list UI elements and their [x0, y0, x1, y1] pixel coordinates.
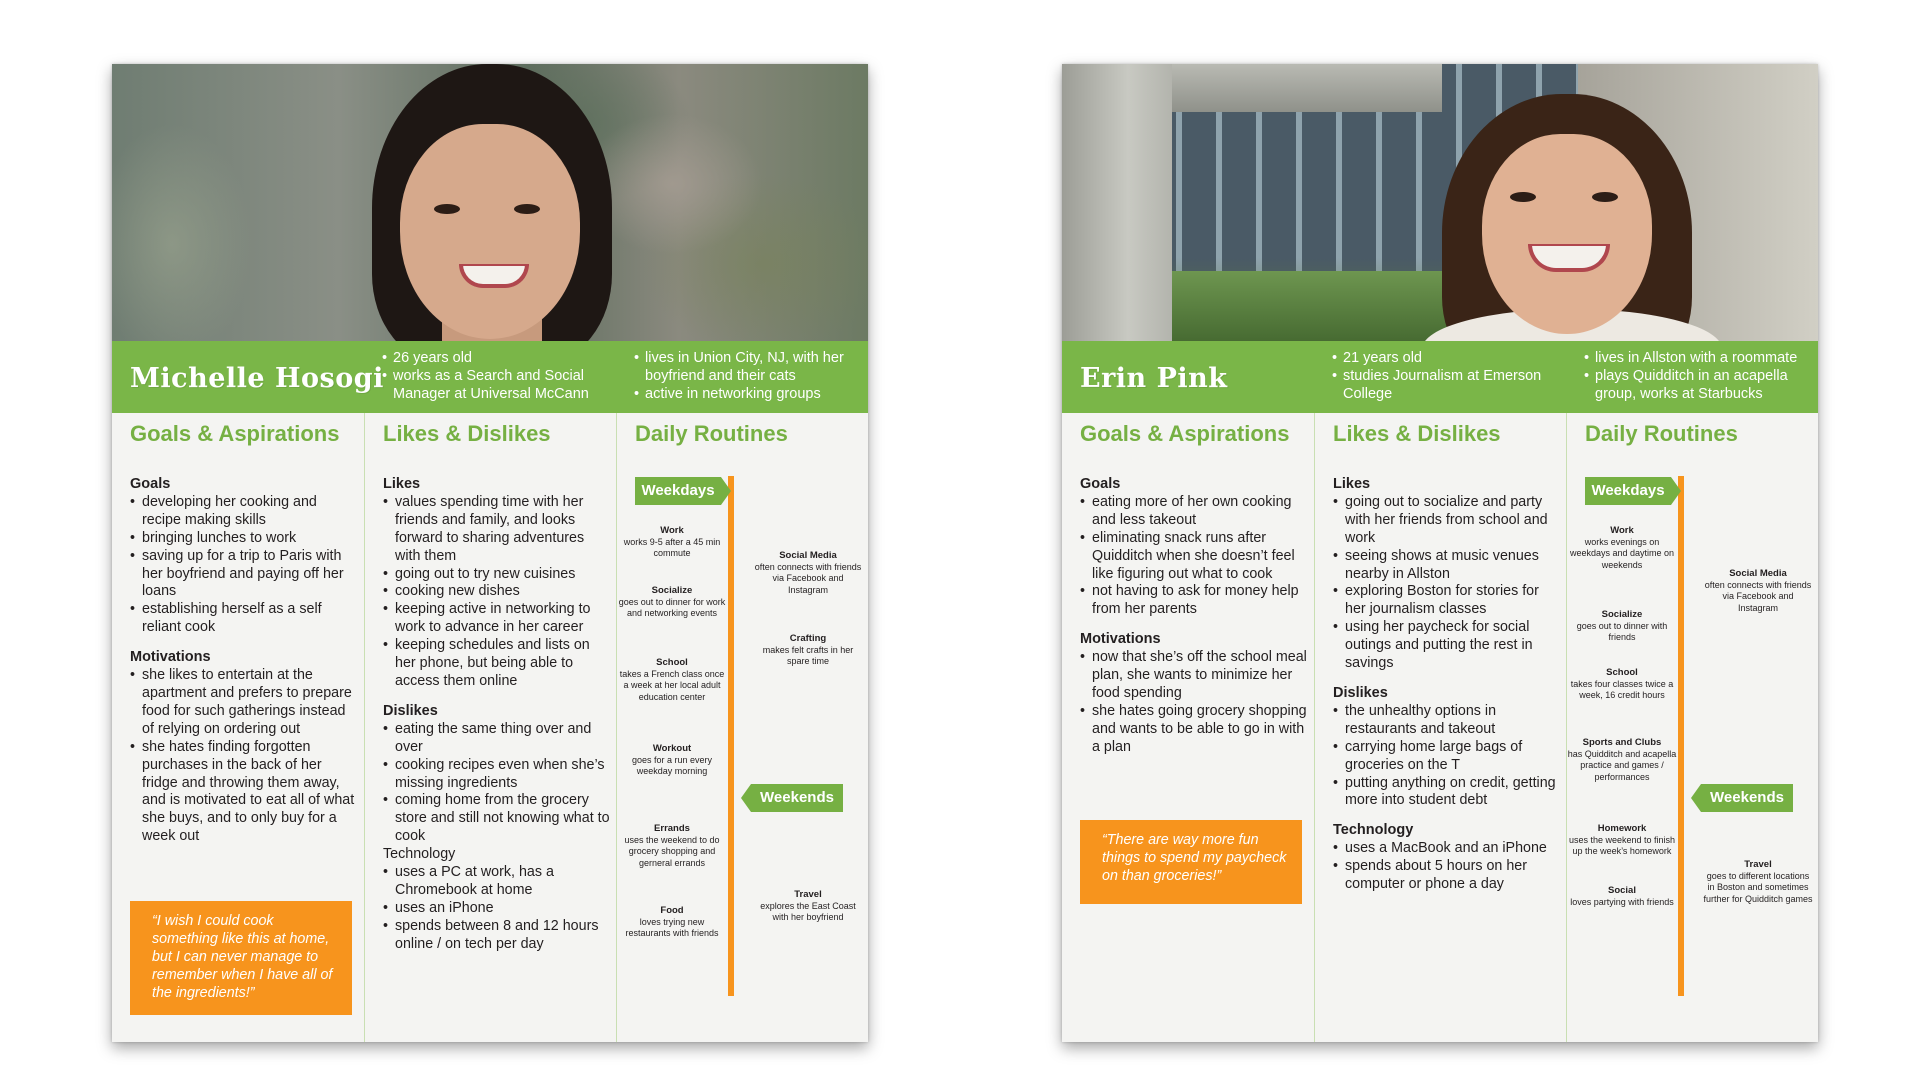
fact-item: • active in networking groups	[634, 385, 864, 403]
goals-column	[1062, 413, 1314, 1042]
routines-column	[1566, 413, 1818, 1042]
fact-item: • plays Quidditch in an acapella group, works at Starbucks	[1584, 367, 1814, 403]
likes-heading: Likes	[383, 476, 421, 492]
tech-item: • spends about 5 hours on her computer or phone a day	[1333, 858, 1561, 894]
column-title: Daily Routines	[1585, 421, 1738, 446]
dislike-item: • cooking recipes even when she’s missing ingredients	[383, 757, 611, 793]
goal-item: • developing her cooking and recipe making skills	[130, 494, 358, 530]
column-title: Daily Routines	[635, 421, 788, 446]
motivation-item: • she likes to entertain at the apartment and prefers to prepare food for such gatherings instead of relying on ordering out	[130, 667, 358, 739]
persona-header-band	[112, 341, 868, 413]
routine-desc: takes four classes twice a week, 16 credit hours	[1570, 678, 1674, 700]
motivations-heading: Motivations	[1080, 631, 1161, 648]
persona-facts-left	[1332, 349, 1562, 403]
fact-item: • 21 years old	[1332, 349, 1562, 367]
tech-item: • uses a MacBook and an iPhone	[1333, 840, 1561, 858]
persona-facts-right	[1584, 349, 1814, 403]
routine-desc: makes felt crafts in her spare time	[762, 644, 854, 666]
routine-title: Sports and Clubs	[1582, 737, 1662, 748]
fact-item: • studies Journalism at Emerson College	[1332, 367, 1562, 403]
routine-item	[1703, 859, 1813, 905]
routine-item	[617, 743, 727, 778]
dislike-item: • the unhealthy options in restaurants and takeout	[1333, 703, 1561, 739]
column-title: Likes & Dislikes	[383, 421, 551, 446]
fact-item: • works as a Search and Social Manager at Universal McCann	[382, 367, 612, 403]
routine-desc: works 9-5 after a 45 min commute	[623, 536, 721, 558]
routine-desc: goes out to dinner with friends	[1576, 620, 1668, 642]
routine-title: School	[1606, 667, 1638, 678]
motivation-item: • she hates going grocery shopping and wants to be able to go in with a plan	[1080, 703, 1308, 757]
tech-item: • spends between 8 and 12 hours online / on tech per day	[383, 918, 611, 954]
goals-heading: Goals	[130, 476, 171, 492]
goal-item: • bringing lunches to work	[130, 530, 358, 548]
routine-item	[1567, 609, 1677, 644]
persona-facts-left	[382, 349, 612, 403]
technology-heading: Technology	[383, 846, 456, 863]
routine-item	[1567, 667, 1677, 702]
weekends-tag: Weekends	[751, 784, 843, 812]
routine-item	[753, 633, 863, 668]
routine-item	[617, 525, 727, 560]
goal-item: • not having to ask for money help from her parents	[1080, 583, 1308, 619]
dislike-item: • eating the same thing over and over	[383, 721, 611, 757]
goal-item: • establishing herself as a self reliant cook	[130, 601, 358, 637]
persona-header-band	[1062, 341, 1818, 413]
like-item: • going out to try new cuisines	[383, 566, 611, 584]
column-title: Goals & Aspirations	[1080, 421, 1290, 446]
routine-desc: goes out to dinner for work and networking events	[618, 596, 726, 618]
fact-item: • lives in Union City, NJ, with her boyfriend and their cats	[634, 349, 864, 385]
routine-item	[617, 905, 727, 940]
routine-title: Social Media	[779, 550, 837, 561]
routine-desc: goes for a run every weekday morning	[631, 754, 713, 776]
routine-item	[1567, 885, 1677, 908]
like-item: • using her paycheck for social outings and putting the rest in savings	[1333, 619, 1561, 673]
routine-desc: explores the East Coast with her boyfriend	[760, 900, 856, 922]
like-item: • exploring Boston for stories for her journalism classes	[1333, 583, 1561, 619]
routine-item	[1703, 568, 1813, 614]
motivation-item: • she hates finding forgotten purchases in the back of her fridge and throwing them away, and is motivated to eat all of what she buys, and to only buy for a week out	[130, 739, 358, 846]
routine-item	[1567, 737, 1677, 783]
dislike-item: • coming home from the grocery store and still not knowing what to cook	[383, 792, 611, 846]
likes-column	[364, 413, 617, 1042]
routine-title: Crafting	[789, 633, 827, 644]
routine-item	[1567, 823, 1677, 858]
routine-title: Travel	[1744, 859, 1772, 870]
fact-item: • 26 years old	[382, 349, 612, 367]
routine-title: Homework	[1597, 823, 1647, 834]
likes-column	[1314, 413, 1567, 1042]
routine-desc: loves partying with friends	[1570, 896, 1674, 907]
motivations-heading: Motivations	[130, 649, 211, 666]
timeline-bar	[728, 476, 734, 996]
routine-item	[753, 889, 863, 924]
persona-photo	[1062, 64, 1818, 341]
dislikes-heading: Dislikes	[383, 702, 438, 719]
tech-item: • uses a PC at work, has a Chromebook at home	[383, 864, 611, 900]
routine-desc: loves trying new restaurants with friends	[625, 916, 719, 938]
persona-name: Erin Pink	[1080, 363, 1228, 394]
routine-desc: uses the weekend to finish up the week’s homework	[1568, 834, 1676, 856]
persona-card-michelle	[112, 64, 868, 1042]
like-item: • cooking new dishes	[383, 583, 611, 601]
routine-title: Errands	[654, 823, 690, 834]
persona-name: Michelle Hosogi	[130, 363, 384, 394]
routine-item	[617, 585, 727, 620]
like-item: • seeing shows at music venues nearby in Allston	[1333, 548, 1561, 584]
routine-item	[1567, 525, 1677, 571]
routine-item	[617, 823, 727, 869]
routine-item	[753, 550, 863, 596]
routine-desc: often connects with friends via Facebook and Instagram	[754, 561, 862, 595]
routine-title: Travel	[794, 889, 822, 900]
routine-title: Social Media	[1729, 568, 1787, 579]
likes-heading: Likes	[1333, 476, 1371, 492]
persona-quote: “There are way more fun things to spend my paycheck on than groceries!”	[1080, 820, 1302, 904]
weekdays-tag: Weekdays	[635, 477, 721, 505]
like-item: • going out to socialize and party with her friends from school and work	[1333, 494, 1561, 548]
routine-title: Socialize	[651, 585, 693, 596]
like-item: • values spending time with her friends and family, and looks forward to sharing adventures with them	[383, 494, 611, 566]
column-title: Likes & Dislikes	[1333, 421, 1501, 446]
routine-title: School	[656, 657, 688, 668]
routine-title: Work	[1610, 525, 1634, 536]
goal-item: • saving up for a trip to Paris with her boyfriend and paying off her loans	[130, 548, 358, 602]
routine-desc: works evenings on weekdays and daytime on weekends	[1569, 536, 1675, 570]
like-item: • keeping active in networking to work to advance in her career	[383, 601, 611, 637]
routine-title: Workout	[652, 743, 692, 754]
routine-desc: takes a French class once a week at her local adult education center	[619, 668, 725, 702]
weekends-tag: Weekends	[1701, 784, 1793, 812]
dislikes-heading: Dislikes	[1333, 684, 1388, 701]
tech-item: • uses an iPhone	[383, 900, 611, 918]
column-title: Goals & Aspirations	[130, 421, 340, 446]
routine-desc: has Quidditch and acapella practice and games / performances	[1567, 748, 1677, 782]
routine-title: Social	[1608, 885, 1636, 896]
goal-item: • eliminating snack runs after Quidditch when she doesn’t feel like figuring out what to cook	[1080, 530, 1308, 584]
persona-photo	[112, 64, 868, 341]
technology-heading: Technology	[1333, 822, 1414, 839]
weekdays-tag: Weekdays	[1585, 477, 1671, 505]
fact-item: • lives in Allston with a roommate	[1584, 349, 1814, 367]
routine-desc: often connects with friends via Facebook and Instagram	[1704, 579, 1812, 613]
goal-item: • eating more of her own cooking and less takeout	[1080, 494, 1308, 530]
routine-title: Socialize	[1601, 609, 1643, 620]
persona-card-erin	[1062, 64, 1818, 1042]
persona-facts-right	[634, 349, 864, 403]
dislike-item: • putting anything on credit, getting more into student debt	[1333, 775, 1561, 811]
timeline-bar	[1678, 476, 1684, 996]
routines-column	[616, 413, 868, 1042]
routine-title: Work	[660, 525, 684, 536]
persona-quote: “I wish I could cook something like this at home, but I can never manage to remember when I have all of the ingredients!”	[130, 901, 352, 1015]
motivation-item: • now that she’s off the school meal plan, she wants to minimize her food spending	[1080, 649, 1308, 703]
routine-title: Food	[660, 905, 684, 916]
routine-item	[617, 657, 727, 703]
dislike-item: • carrying home large bags of groceries on the T	[1333, 739, 1561, 775]
routine-desc: goes to different locations in Boston and sometimes further for Quidditch games	[1703, 870, 1813, 904]
like-item: • keeping schedules and lists on her phone, but being able to access them online	[383, 637, 611, 691]
goals-heading: Goals	[1080, 476, 1121, 492]
routine-desc: uses the weekend to do grocery shopping and gerneral errands	[624, 834, 720, 868]
